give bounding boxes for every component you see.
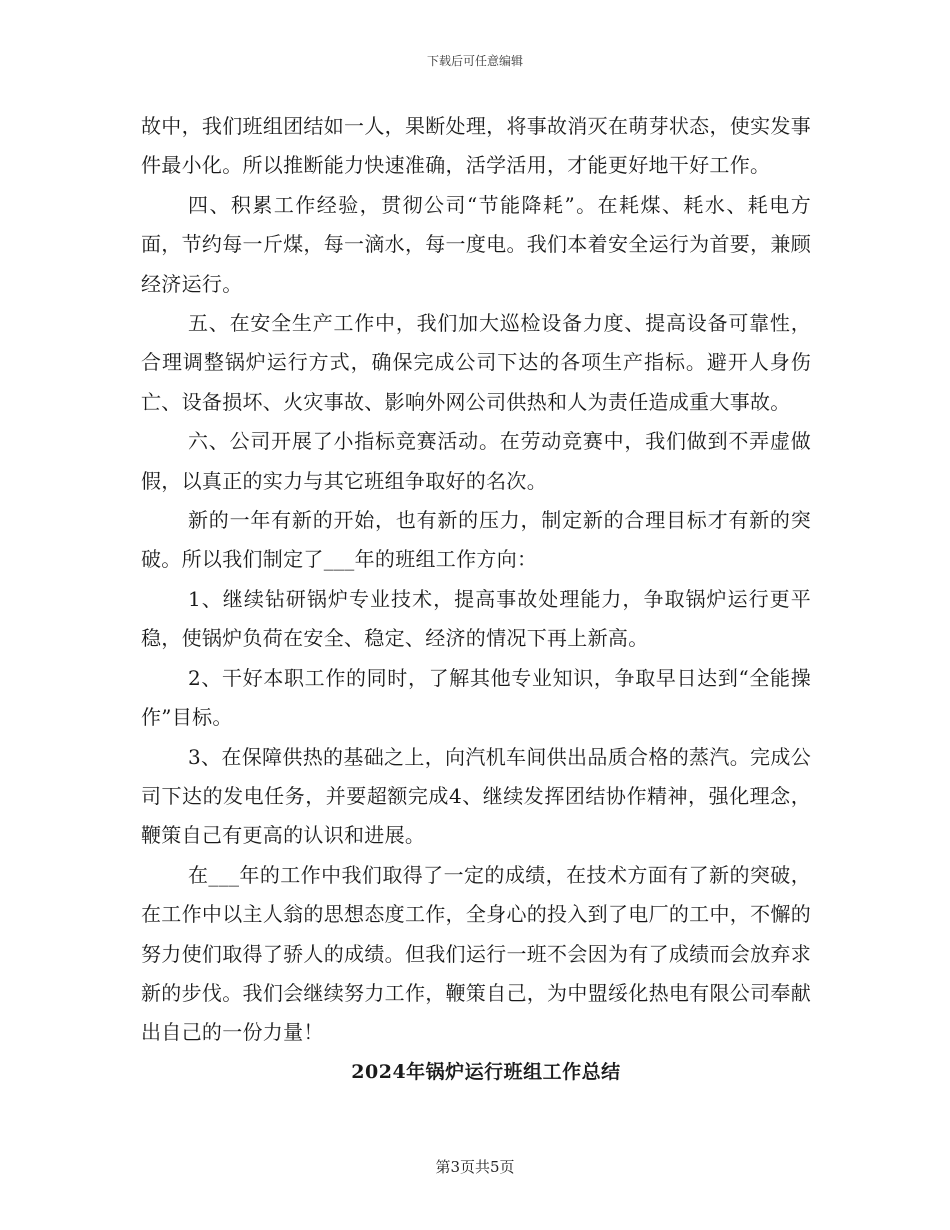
paragraph-item-5: 五、在安全生产工作中，我们加大巡检设备力度、提高设备可靠性，合理调整锅炉运行方式，确保完成公司下达的各项生产指标。避开人身伤亡、设备损坏、火灾事故、影响外网公司供热和人为责任造成重大事故。 (141, 311, 811, 414)
document-body (141, 107, 811, 1092)
paragraph-conclusion: 在___年的工作中我们取得了一定的成绩，在技术方面有了新的突破，在工作中以主人翁的思想态度工作，全身心的投入到了电厂的工中，不懈的努力使们取得了骄人的成绩。但我们运行一班不会因为有了成绩而会放弃求新的步伐。我们会继续努力工作，鞭策自己，为中盟绥化热电有限公司奉献出自己的一份力量！ (141, 862, 811, 1045)
paragraph-item-4: 四、积累工作经验，贯彻公司“节能降耗”。在耗煤、耗水、耗电方面，节约每一斤煤，每一滴水，每一度电。我们本着安全运行为首要，兼顾经济运行。 (141, 192, 811, 296)
paragraph-item-6: 六、公司开展了小指标竞赛活动。在劳动竞赛中，我们做到不弄虚做假，以真正的实力与其它班组争取好的名次。 (141, 429, 811, 493)
section-title: 2024年锅炉运行班组工作总结 (351, 1060, 621, 1083)
paragraph-plan-3: 3、在保障供热的基础之上，向汽机车间供出品质合格的蒸汽。完成公司下达的发电任务，并要超额完成4、继续发挥团结协作精神，强化理念，鞭策自己有更高的认识和进展。 (141, 744, 811, 848)
page-number: 第3页共5页 (435, 1158, 515, 1176)
paragraph-continuation: 故中，我们班组团结如一人，果断处理，将事故消灭在萌芽状态，使实发事件最小化。所以推断能力快速准确，活学活用，才能更好地干好工作。 (141, 114, 811, 178)
paragraph-new-year-plan: 新的一年有新的开始，也有新的压力，制定新的合理目标才有新的突破。所以我们制定了___年的班组工作方向： (141, 508, 811, 572)
paragraph-plan-2: 2、干好本职工作的同时，了解其他专业知识，争取早日达到“全能操作”目标。 (141, 665, 811, 730)
page-header-note: 下载后可任意编辑 (426, 54, 523, 68)
paragraph-plan-1: 1、继续钻研锅炉专业技术，提高事故处理能力，争取锅炉运行更平稳，使锅炉负荷在安全、稳定、经济的情况下再上新高。 (141, 586, 811, 651)
